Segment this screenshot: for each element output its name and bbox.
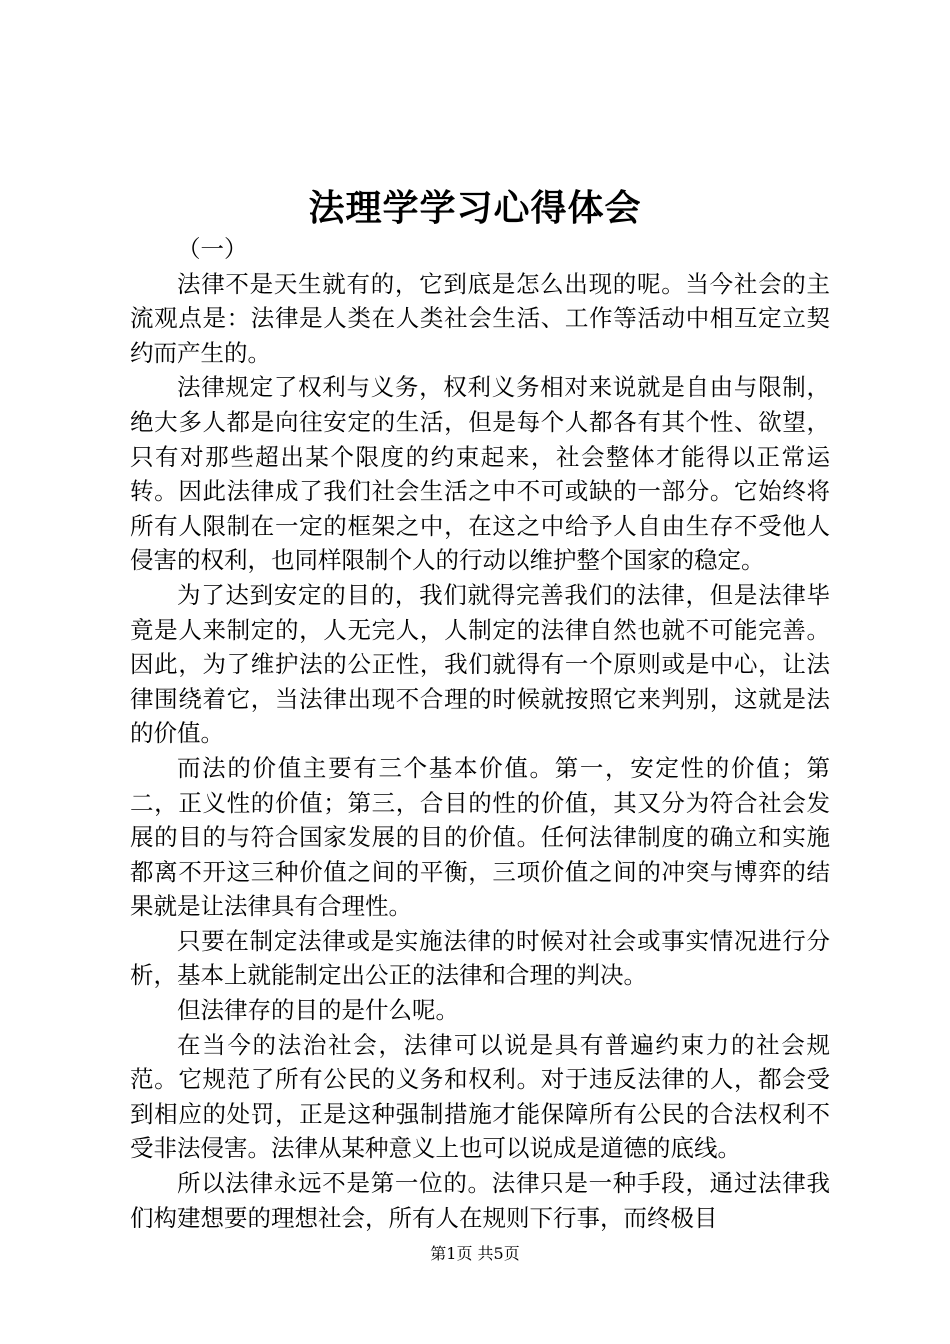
- paragraph: 所以法律永远不是第一位的。法律只是一种手段，通过法律我们构建想要的理想社会，所有人在规则下行事，而终极目: [130, 1169, 830, 1232]
- paragraph: 而法的价值主要有三个基本价值。第一，安定性的价值；第二，正义性的价值；第三，合目的性的价值，其又分为符合社会发展的目的与符合国家发展的目的价值。任何法律制度的确立和实施都离不开这三种价值之间的平衡，三项价值之间的冲突与博弈的结果就是让法律具有合理性。: [130, 753, 830, 921]
- paragraph: 只要在制定法律或是实施法律的时候对社会或事实情况进行分析，基本上就能制定出公正的法律和合理的判决。: [130, 926, 830, 990]
- paragraph: 法律规定了权利与义务，权利义务相对来说就是自由与限制，绝大多人都是向往安定的生活，但是每个人都各有其个性、欲望，只有对那些超出某个限度的约束起来，社会整体才能得以正常运转。因此法律成了我们社会生活之中不可或缺的一部分。它始终将所有人限制在一定的框架之中，在这之中给予人自由生存不受他人侵害的权利，也同样限制个人的行动以维护整个国家的稳定。: [130, 373, 830, 575]
- section-heading: （一）: [177, 235, 248, 263]
- paragraph: 但法律存的目的是什么呢。: [177, 996, 459, 1025]
- paragraph: 在当今的法治社会，法律可以说是具有普遍约束力的社会规范。它规范了所有公民的义务和权利。对于违反法律的人，都会受到相应的处罚，正是这种强制措施才能保障所有公民的合法权利不受非法侵害。法律从某种意义上也可以说成是道德的底线。: [130, 1030, 830, 1163]
- page-number-footer: 第1页 共5页: [430, 1244, 520, 1263]
- document-body: [130, 232, 830, 1235]
- paragraph: 法律不是天生就有的，它到底是怎么出现的呢。当今社会的主流观点是：法律是人类在人类社会生活、工作等活动中相互定立契约而产生的。: [130, 269, 830, 367]
- document-title: 法理学学习心得体会: [308, 187, 642, 229]
- paragraph: 为了达到安定的目的，我们就得完善我们的法律，但是法律毕竟是人来制定的，人无完人，人制定的法律自然也就不可能完善。因此，为了维护法的公正性，我们就得有一个原则或是中心，让法律围绕着它，当法律出现不合理的时候就按照它来判别，这就是法的价值。: [130, 580, 830, 748]
